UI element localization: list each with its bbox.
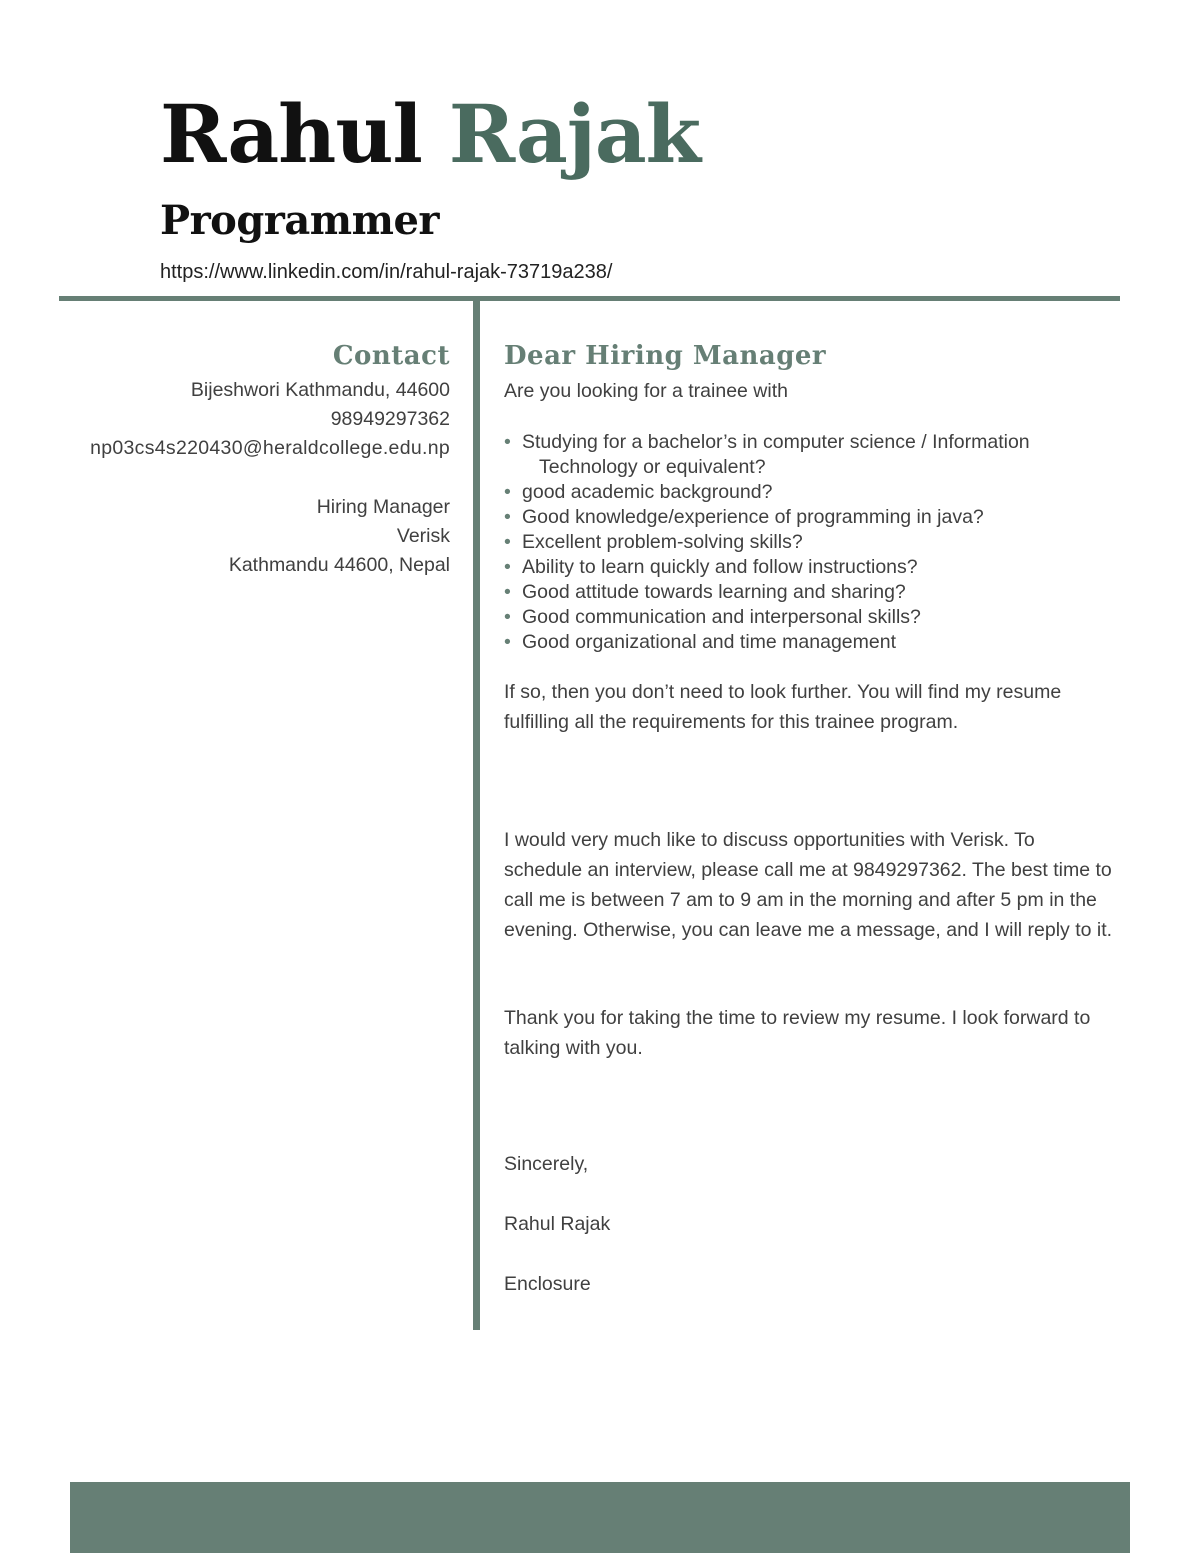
bullet-icon: •	[504, 556, 511, 578]
contact-sidebar	[60, 336, 450, 580]
salutation: Dear Hiring Manager	[504, 341, 827, 371]
letter-paragraph-1: If so, then you don’t need to look further. You will find my resume fulfilling all the requirements for this trainee program.	[504, 681, 1062, 733]
letter-body	[504, 336, 1114, 1299]
letter-paragraph-2: I would very much like to discuss opportunities with Verisk. To schedule an interview, please call me at 9849297362. The best time to call me is between 7 am to 9 am in the morning and after 5 pm in the evening. Otherwise, you can leave me a message, and I will reply to it.	[504, 829, 1113, 941]
applicant-name	[160, 82, 700, 186]
bullet-icon: •	[504, 581, 511, 603]
list-item: • Studying for a bachelor’s in computer science / Information Technology or equivalent?	[504, 430, 1114, 480]
closing: Sincerely,	[504, 1153, 589, 1175]
list-item: • Good communication and interpersonal skills?	[504, 606, 921, 628]
list-item: • Good organizational and time management	[504, 631, 896, 653]
letter-paragraph-3: Thank you for taking the time to review my resume. I look forward to talking with you.	[504, 1007, 1091, 1059]
contact-heading: Contact	[332, 341, 450, 371]
list-item: • Good knowledge/experience of programming in java?	[504, 506, 984, 528]
contact-phone: 98949297362	[330, 408, 450, 430]
bullet-icon: •	[504, 631, 511, 653]
bullet-icon: •	[504, 606, 511, 628]
job-title: Programmer	[160, 197, 439, 244]
header-divider	[59, 296, 1120, 301]
bullet-icon: •	[504, 431, 511, 453]
list-item: • good academic background?	[504, 481, 773, 503]
linkedin-link[interactable]: https://www.linkedin.com/in/rahul-rajak-73719a238/	[160, 261, 613, 283]
signature: Rahul Rajak	[504, 1213, 611, 1235]
last-name: Rajak	[448, 87, 701, 181]
list-item: • Ability to learn quickly and follow instructions?	[504, 556, 918, 578]
bullet-icon: •	[504, 531, 511, 553]
column-divider	[473, 301, 480, 1330]
spacer	[60, 463, 450, 493]
list-item: • Good attitude towards learning and sharing?	[504, 581, 906, 603]
recipient-title: Hiring Manager	[316, 496, 450, 518]
footer-bar	[70, 1482, 1130, 1553]
contact-address: Bijeshwori Kathmandu, 44600	[190, 379, 450, 401]
recipient-company: Verisk	[396, 525, 450, 547]
enclosure-note: Enclosure	[504, 1273, 591, 1295]
letter-intro: Are you looking for a trainee with	[504, 380, 788, 402]
bullet-icon: •	[504, 481, 511, 503]
list-item-continuation: Technology or equivalent?	[539, 456, 766, 478]
bullet-icon: •	[504, 506, 511, 528]
recipient-location: Kathmandu 44600, Nepal	[228, 554, 450, 576]
list-item: • Excellent problem-solving skills?	[504, 531, 803, 553]
qualification-list	[504, 430, 1114, 655]
first-name: Rahul	[160, 87, 422, 181]
contact-email[interactable]: np03cs4s220430@heraldcollege.edu.np	[90, 437, 450, 459]
